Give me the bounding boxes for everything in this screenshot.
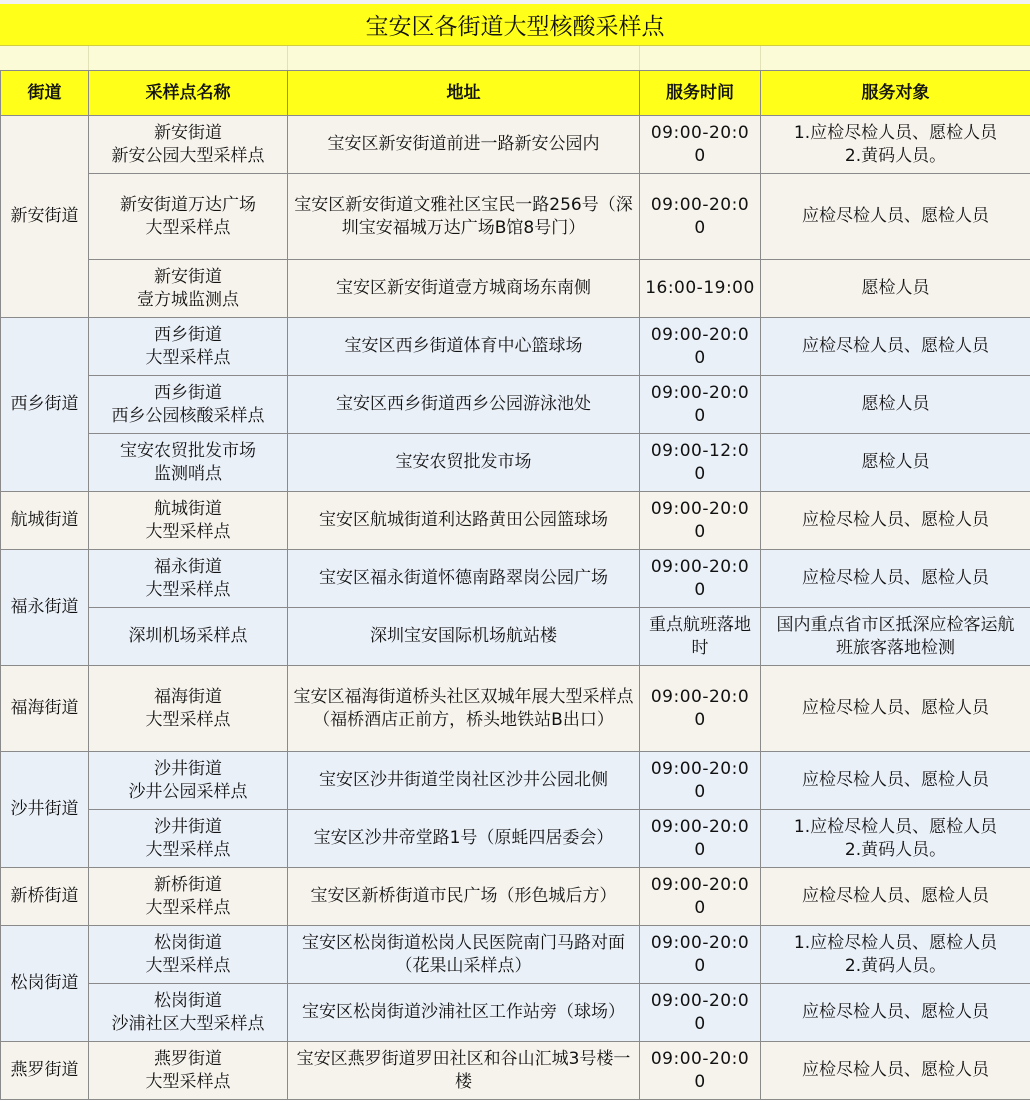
time-cell: 09:00-20:0 0 xyxy=(640,318,761,376)
header-service-time: 服务时间 xyxy=(640,71,761,116)
site-name-cell: 新安街道万达广场 大型采样点 xyxy=(89,174,288,260)
site-name-cell: 西乡街道 大型采样点 xyxy=(89,318,288,376)
time-cell: 09:00-20:0 0 xyxy=(640,926,761,984)
header-service-target: 服务对象 xyxy=(761,71,1030,116)
site-name-cell: 西乡街道 西乡公园核酸采样点 xyxy=(89,376,288,434)
site-name-cell: 福海街道 大型采样点 xyxy=(89,666,288,752)
site-name-cell: 松岗街道 大型采样点 xyxy=(89,926,288,984)
target-cell: 应检尽检人员、愿检人员 xyxy=(761,752,1030,810)
site-name-cell: 松岗街道 沙浦社区大型采样点 xyxy=(89,984,288,1042)
street-cell: 松岗街道 xyxy=(1,926,89,1042)
street-cell: 福永街道 xyxy=(1,550,89,666)
address-cell: 宝安区沙井街道坣岗社区沙井公园北侧 xyxy=(288,752,640,810)
time-cell: 09:00-20:0 0 xyxy=(640,550,761,608)
table-row xyxy=(1,1042,1030,1100)
site-name-cell: 燕罗街道 大型采样点 xyxy=(89,1042,288,1100)
time-cell: 09:00-20:0 0 xyxy=(640,116,761,174)
target-cell: 应检尽检人员、愿检人员 xyxy=(761,1042,1030,1100)
street-cell: 新桥街道 xyxy=(1,868,89,926)
target-cell: 愿检人员 xyxy=(761,260,1030,318)
table-row xyxy=(1,810,1030,868)
target-cell: 1.应检尽检人员、愿检人员 2.黄码人员。 xyxy=(761,116,1030,174)
address-cell: 宝安区新安街道壹方城商场东南侧 xyxy=(288,260,640,318)
table-row xyxy=(1,116,1030,174)
time-cell: 09:00-20:0 0 xyxy=(640,666,761,752)
target-cell: 应检尽检人员、愿检人员 xyxy=(761,174,1030,260)
street-cell: 航城街道 xyxy=(1,492,89,550)
site-name-cell: 深圳机场采样点 xyxy=(89,608,288,666)
table-row xyxy=(1,868,1030,926)
target-cell: 应检尽检人员、愿检人员 xyxy=(761,492,1030,550)
target-cell: 1.应检尽检人员、愿检人员 2.黄码人员。 xyxy=(761,810,1030,868)
time-cell: 09:00-20:0 0 xyxy=(640,810,761,868)
address-cell: 深圳宝安国际机场航站楼 xyxy=(288,608,640,666)
sampling-sites-table xyxy=(0,70,1030,1100)
street-cell: 新安街道 xyxy=(1,116,89,318)
time-cell: 09:00-20:0 0 xyxy=(640,752,761,810)
target-cell: 1.应检尽检人员、愿检人员 2.黄码人员。 xyxy=(761,926,1030,984)
site-name-cell: 新桥街道 大型采样点 xyxy=(89,868,288,926)
header-site-name: 采样点名称 xyxy=(89,71,288,116)
address-cell: 宝安区松岗街道松岗人民医院南门马路对面（花果山采样点） xyxy=(288,926,640,984)
address-cell: 宝安区西乡街道西乡公园游泳池处 xyxy=(288,376,640,434)
time-cell: 09:00-12:0 0 xyxy=(640,434,761,492)
time-cell: 09:00-20:0 0 xyxy=(640,868,761,926)
address-cell: 宝安区沙井帝堂路1号（原蚝四居委会） xyxy=(288,810,640,868)
time-cell: 09:00-20:0 0 xyxy=(640,376,761,434)
address-cell: 宝安区西乡街道体育中心篮球场 xyxy=(288,318,640,376)
target-cell: 愿检人员 xyxy=(761,434,1030,492)
address-cell: 宝安区福海街道桥头社区双城年展大型采样点（福桥酒店正前方，桥头地铁站B出口） xyxy=(288,666,640,752)
table-row xyxy=(1,550,1030,608)
address-cell: 宝安农贸批发市场 xyxy=(288,434,640,492)
target-cell: 应检尽检人员、愿检人员 xyxy=(761,984,1030,1042)
street-cell: 福海街道 xyxy=(1,666,89,752)
header-row xyxy=(1,71,1030,116)
address-cell: 宝安区新桥街道市民广场（形色城后方） xyxy=(288,868,640,926)
target-cell: 应检尽检人员、愿检人员 xyxy=(761,550,1030,608)
table-row xyxy=(1,608,1030,666)
table-title: 宝安区各街道大型核酸采样点 xyxy=(0,4,1030,46)
site-name-cell: 宝安农贸批发市场 监测哨点 xyxy=(89,434,288,492)
address-cell: 宝安区新安街道前进一路新安公园内 xyxy=(288,116,640,174)
table-row xyxy=(1,376,1030,434)
table-row xyxy=(1,434,1030,492)
header-street: 街道 xyxy=(1,71,89,116)
header-address: 地址 xyxy=(288,71,640,116)
address-cell: 宝安区燕罗街道罗田社区和谷山汇城3号楼一楼 xyxy=(288,1042,640,1100)
time-cell: 09:00-20:0 0 xyxy=(640,984,761,1042)
street-cell: 西乡街道 xyxy=(1,318,89,492)
site-name-cell: 福永街道 大型采样点 xyxy=(89,550,288,608)
table-row xyxy=(1,666,1030,752)
table-row xyxy=(1,174,1030,260)
target-cell: 应检尽检人员、愿检人员 xyxy=(761,666,1030,752)
site-name-cell: 新安街道 新安公园大型采样点 xyxy=(89,116,288,174)
time-cell: 09:00-20:0 0 xyxy=(640,174,761,260)
address-cell: 宝安区松岗街道沙浦社区工作站旁（球场） xyxy=(288,984,640,1042)
site-name-cell: 沙井街道 大型采样点 xyxy=(89,810,288,868)
site-name-cell: 新安街道 壹方城监测点 xyxy=(89,260,288,318)
time-cell: 09:00-20:0 0 xyxy=(640,492,761,550)
address-cell: 宝安区福永街道怀德南路翠岗公园广场 xyxy=(288,550,640,608)
target-cell: 国内重点省市区抵深应检客运航 班旅客落地检测 xyxy=(761,608,1030,666)
table-row xyxy=(1,492,1030,550)
site-name-cell: 沙井街道 沙井公园采样点 xyxy=(89,752,288,810)
target-cell: 愿检人员 xyxy=(761,376,1030,434)
site-name-cell: 航城街道 大型采样点 xyxy=(89,492,288,550)
target-cell: 应检尽检人员、愿检人员 xyxy=(761,868,1030,926)
table-row xyxy=(1,984,1030,1042)
address-cell: 宝安区航城街道利达路黄田公园篮球场 xyxy=(288,492,640,550)
table-row xyxy=(1,260,1030,318)
time-cell: 重点航班落地 时 xyxy=(640,608,761,666)
time-cell: 16:00-19:00 xyxy=(640,260,761,318)
table-row xyxy=(1,926,1030,984)
time-cell: 09:00-20:0 0 xyxy=(640,1042,761,1100)
table-row xyxy=(1,318,1030,376)
street-cell: 燕罗街道 xyxy=(1,1042,89,1100)
target-cell: 应检尽检人员、愿检人员 xyxy=(761,318,1030,376)
table-row xyxy=(1,752,1030,810)
address-cell: 宝安区新安街道文雅社区宝民一路256号（深圳宝安福城万达广场B馆8号门） xyxy=(288,174,640,260)
spacer-row xyxy=(0,46,1030,70)
street-cell: 沙井街道 xyxy=(1,752,89,868)
